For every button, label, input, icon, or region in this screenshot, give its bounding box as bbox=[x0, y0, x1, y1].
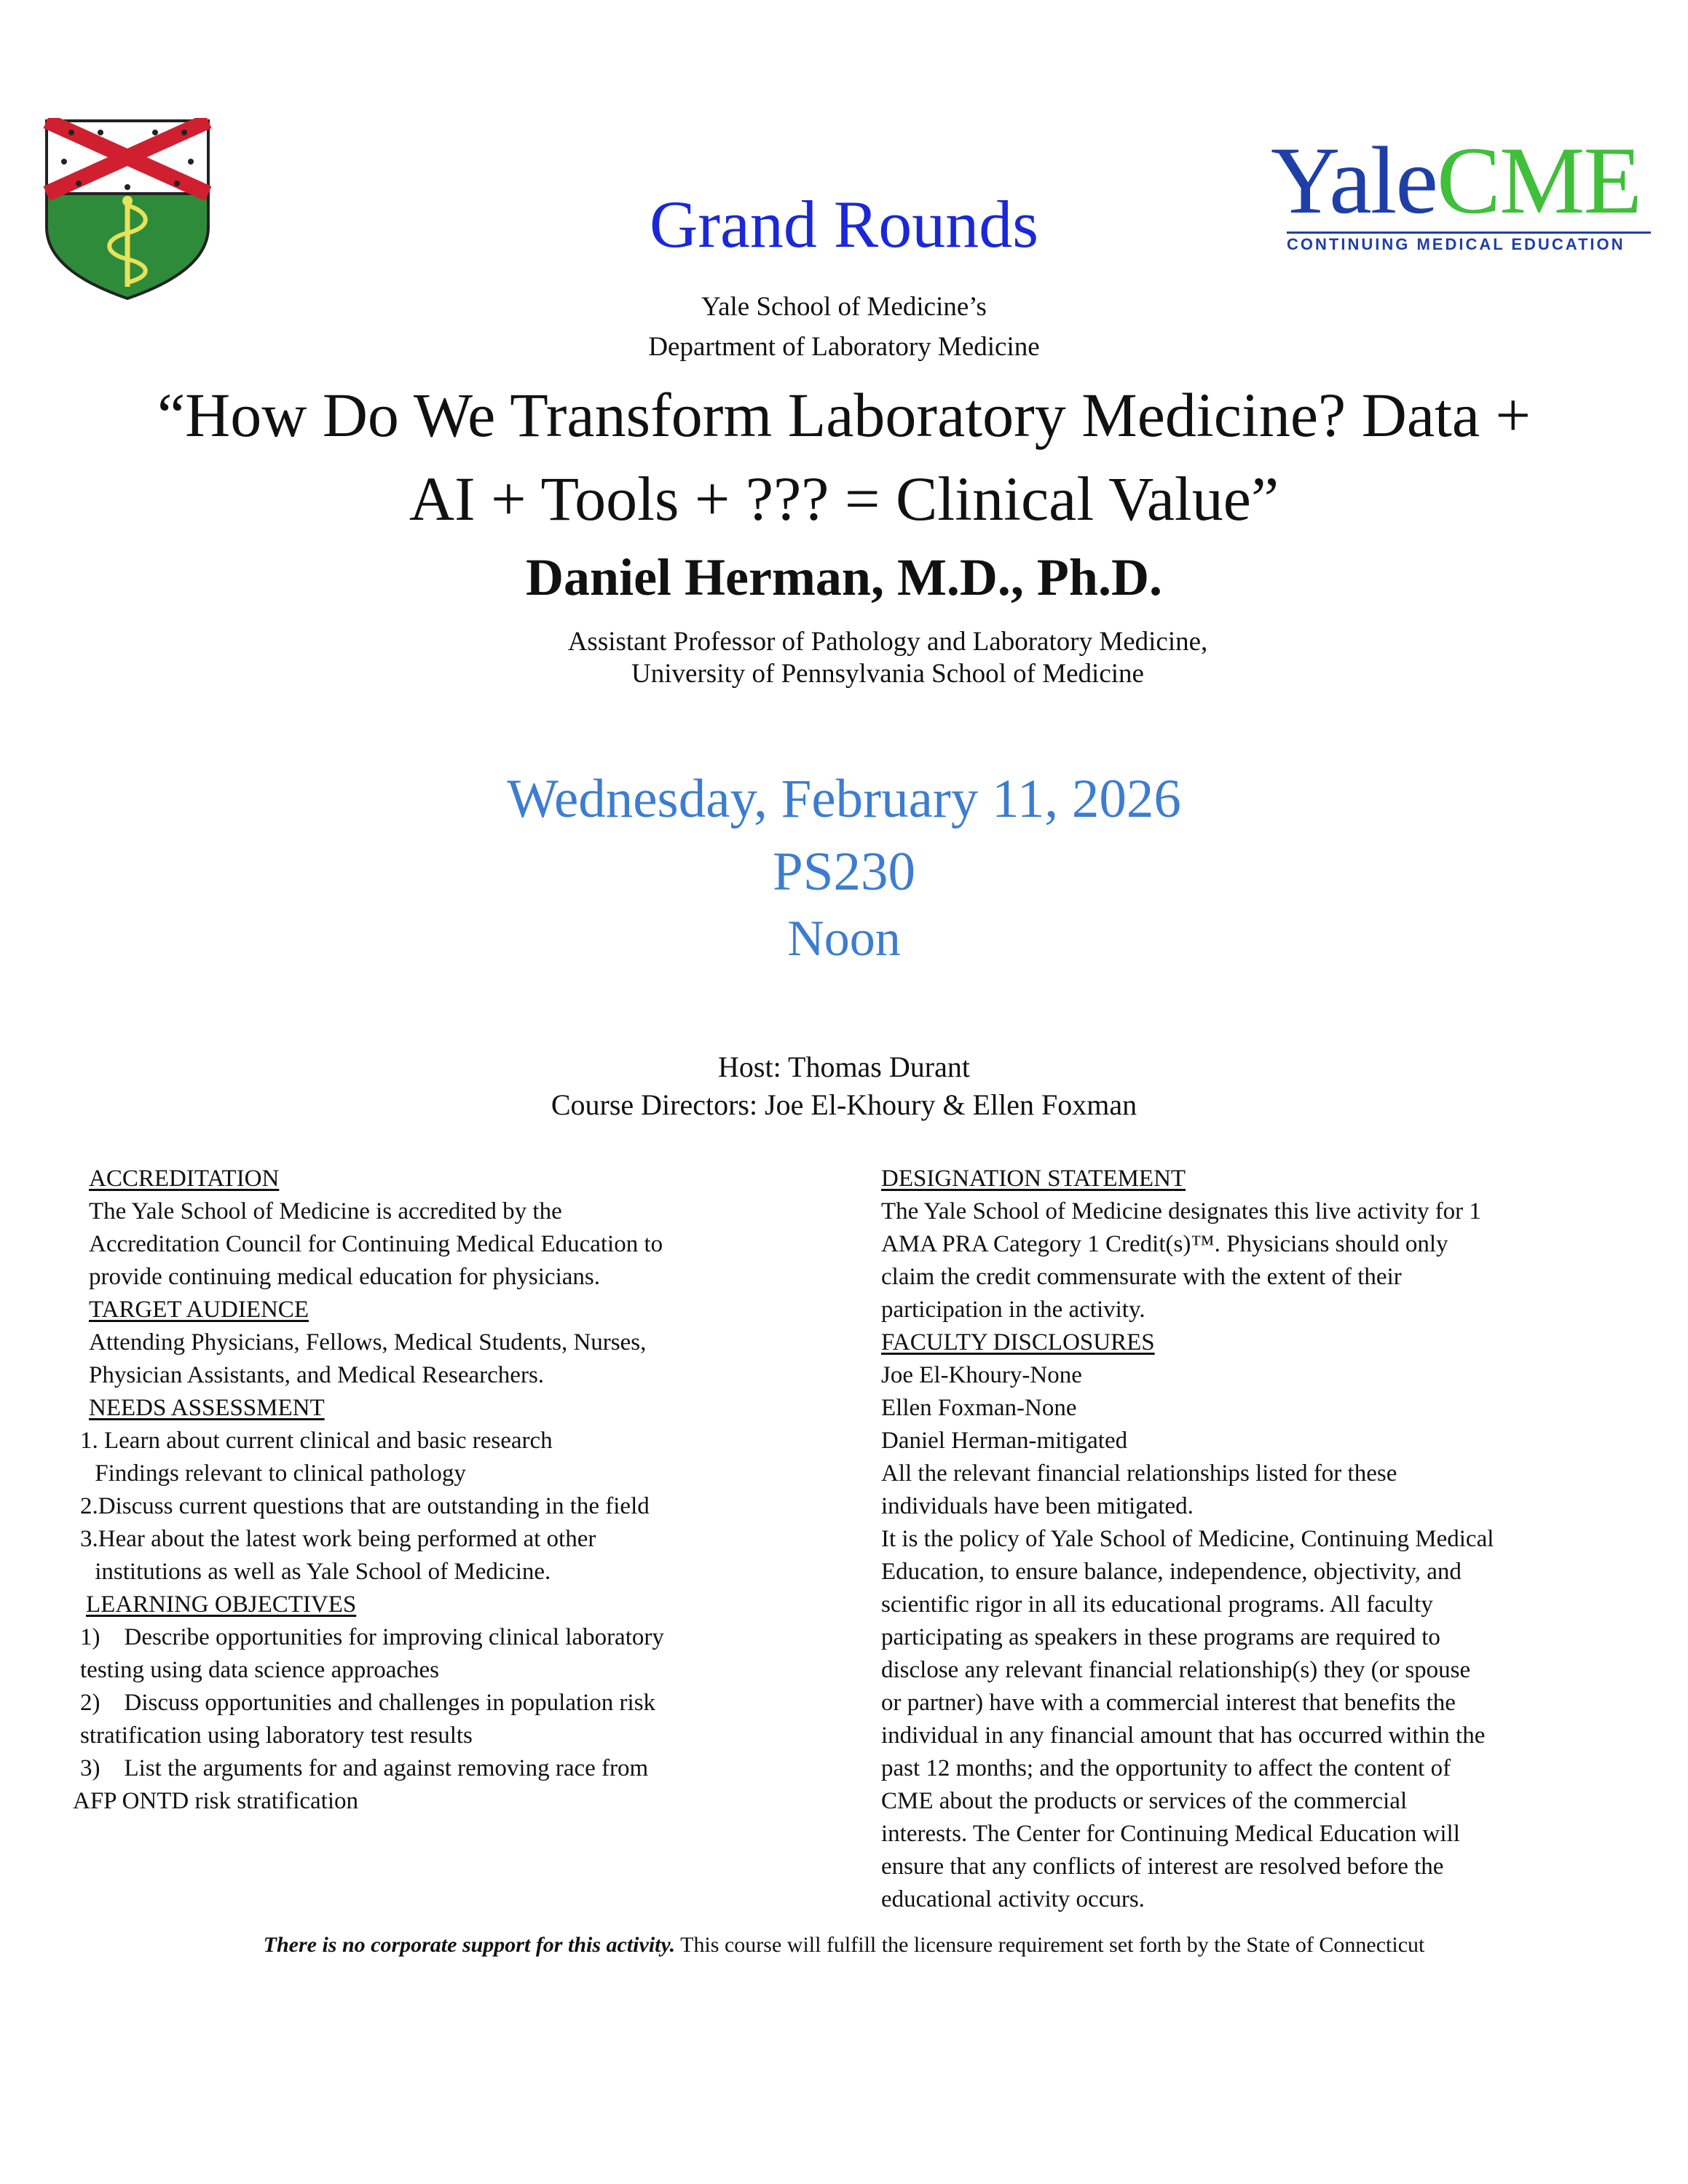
disclosure-line: interests. The Center for Continuing Medical Education will bbox=[881, 1821, 1460, 1847]
event-room: PS230 bbox=[773, 842, 915, 902]
accreditation-line: provide continuing medical education for physicians. bbox=[89, 1264, 600, 1290]
school-name: Yale School of Medicine’s bbox=[701, 292, 987, 322]
accreditation-line: Accreditation Council for Continuing Medical Education to bbox=[89, 1231, 663, 1257]
event-title: Grand Rounds bbox=[649, 187, 1039, 261]
objective-line: testing using data science approaches bbox=[80, 1657, 439, 1683]
disclosure-line: ensure that any conflicts of interest are resolved before the bbox=[881, 1853, 1444, 1880]
needs-line: institutions as well as Yale School of Medicine. bbox=[89, 1559, 551, 1585]
disclosure-line: It is the policy of Yale School of Medicine, Continuing Medical bbox=[881, 1526, 1494, 1552]
audience-line: Attending Physicians, Fellows, Medical Students, Nurses, bbox=[89, 1329, 647, 1356]
disclosure-line: Joe El-Khoury-None bbox=[881, 1362, 1082, 1388]
accreditation-line: The Yale School of Medicine is accredited by the bbox=[89, 1198, 562, 1224]
left-info-column bbox=[73, 1163, 802, 1818]
licensure-note: This course will fulfill the licensure requirement set forth by the State of Connecticut bbox=[675, 1933, 1425, 1957]
designation-line: AMA PRA Category 1 Credit(s)™. Physicians should only bbox=[881, 1231, 1448, 1257]
right-info-column bbox=[881, 1163, 1638, 1916]
event-time: Noon bbox=[787, 911, 901, 967]
disclosure-line: All the relevant financial relationships listed for these bbox=[881, 1460, 1397, 1487]
accreditation-header: ACCREDITATION bbox=[89, 1166, 280, 1192]
designation-line: claim the credit commensurate with the extent of their bbox=[881, 1264, 1402, 1290]
learning-objectives-header: LEARNING OBJECTIVES bbox=[86, 1591, 357, 1618]
disclosure-line: Education, to ensure balance, independence, objectivity, and bbox=[881, 1559, 1462, 1585]
disclosure-line: Ellen Foxman-None bbox=[881, 1395, 1077, 1421]
speaker-name: Daniel Herman, M.D., Ph.D. bbox=[526, 548, 1162, 606]
objective-line: 1) Describe opportunities for improving clinical laboratory bbox=[80, 1624, 664, 1650]
disclosure-line: disclose any relevant financial relationship(s) they (or spouse bbox=[881, 1657, 1471, 1683]
needs-line: Findings relevant to clinical pathology bbox=[89, 1460, 466, 1487]
disclosure-line: individuals have been mitigated. bbox=[881, 1493, 1194, 1519]
objective-line: AFP ONTD risk stratification bbox=[73, 1788, 358, 1814]
cme-logo-subtitle: CONTINUING MEDICAL EDUCATION bbox=[1287, 232, 1651, 254]
no-corporate-support-note: There is no corporate support for this activity. bbox=[263, 1933, 676, 1957]
speaker-affiliation-line-1: Assistant Professor of Pathology and Laboratory Medicine, bbox=[567, 627, 1208, 657]
disclosure-line: or partner) have with a commercial interest that benefits the bbox=[881, 1690, 1456, 1716]
disclosure-line: past 12 months; and the opportunity to affect the content of bbox=[881, 1755, 1451, 1781]
designation-header: DESIGNATION STATEMENT bbox=[881, 1166, 1186, 1192]
needs-assessment-header: NEEDS ASSESSMENT bbox=[89, 1395, 325, 1421]
speaker-affiliation-line-2: University of Pennsylvania School of Medicine bbox=[631, 659, 1144, 689]
disclosure-line: CME about the products or services of the commercial bbox=[881, 1788, 1408, 1814]
objective-line: stratification using laboratory test results bbox=[80, 1722, 473, 1749]
cme-logo-cme-text: CME bbox=[1436, 127, 1641, 234]
cme-logo-yale-text: Yale bbox=[1271, 127, 1437, 234]
designation-line: The Yale School of Medicine designates this live activity for 1 bbox=[881, 1198, 1481, 1224]
needs-line: 2.Discuss current questions that are outstanding in the field bbox=[80, 1493, 650, 1519]
disclosure-line: individual in any financial amount that has occurred within the bbox=[881, 1722, 1486, 1749]
disclosure-line: participating as speakers in these programs are required to bbox=[881, 1624, 1440, 1650]
footer-note bbox=[0, 1933, 1688, 1958]
objective-line: 3) List the arguments for and against removing race from bbox=[80, 1755, 649, 1781]
host: Host: Thomas Durant bbox=[718, 1051, 970, 1083]
disclosure-line: scientific rigor in all its educational programs. All faculty bbox=[881, 1591, 1433, 1618]
designation-line: participation in the activity. bbox=[881, 1297, 1145, 1323]
department-name: Department of Laboratory Medicine bbox=[648, 332, 1040, 362]
needs-line: 1. Learn about current clinical and basic research bbox=[80, 1428, 553, 1454]
audience-line: Physician Assistants, and Medical Researchers. bbox=[89, 1362, 545, 1388]
objective-line: 2) Discuss opportunities and challenges in population risk bbox=[80, 1690, 656, 1716]
disclosure-line: Daniel Herman-mitigated bbox=[881, 1428, 1128, 1454]
talk-title-line-1: “How Do We Transform Laboratory Medicine? Data + bbox=[157, 380, 1531, 450]
target-audience-header: TARGET AUDIENCE bbox=[89, 1297, 309, 1323]
disclosure-line: educational activity occurs. bbox=[881, 1886, 1145, 1912]
faculty-disclosures-header: FACULTY DISCLOSURES bbox=[881, 1329, 1155, 1356]
needs-line: 3.Hear about the latest work being performed at other bbox=[80, 1526, 596, 1552]
event-date: Wednesday, February 11, 2026 bbox=[507, 769, 1181, 829]
course-directors: Course Directors: Joe El-Khoury & Ellen Foxman bbox=[551, 1088, 1137, 1121]
talk-title-line-2: AI + Tools + ??? = Clinical Value” bbox=[409, 464, 1279, 534]
